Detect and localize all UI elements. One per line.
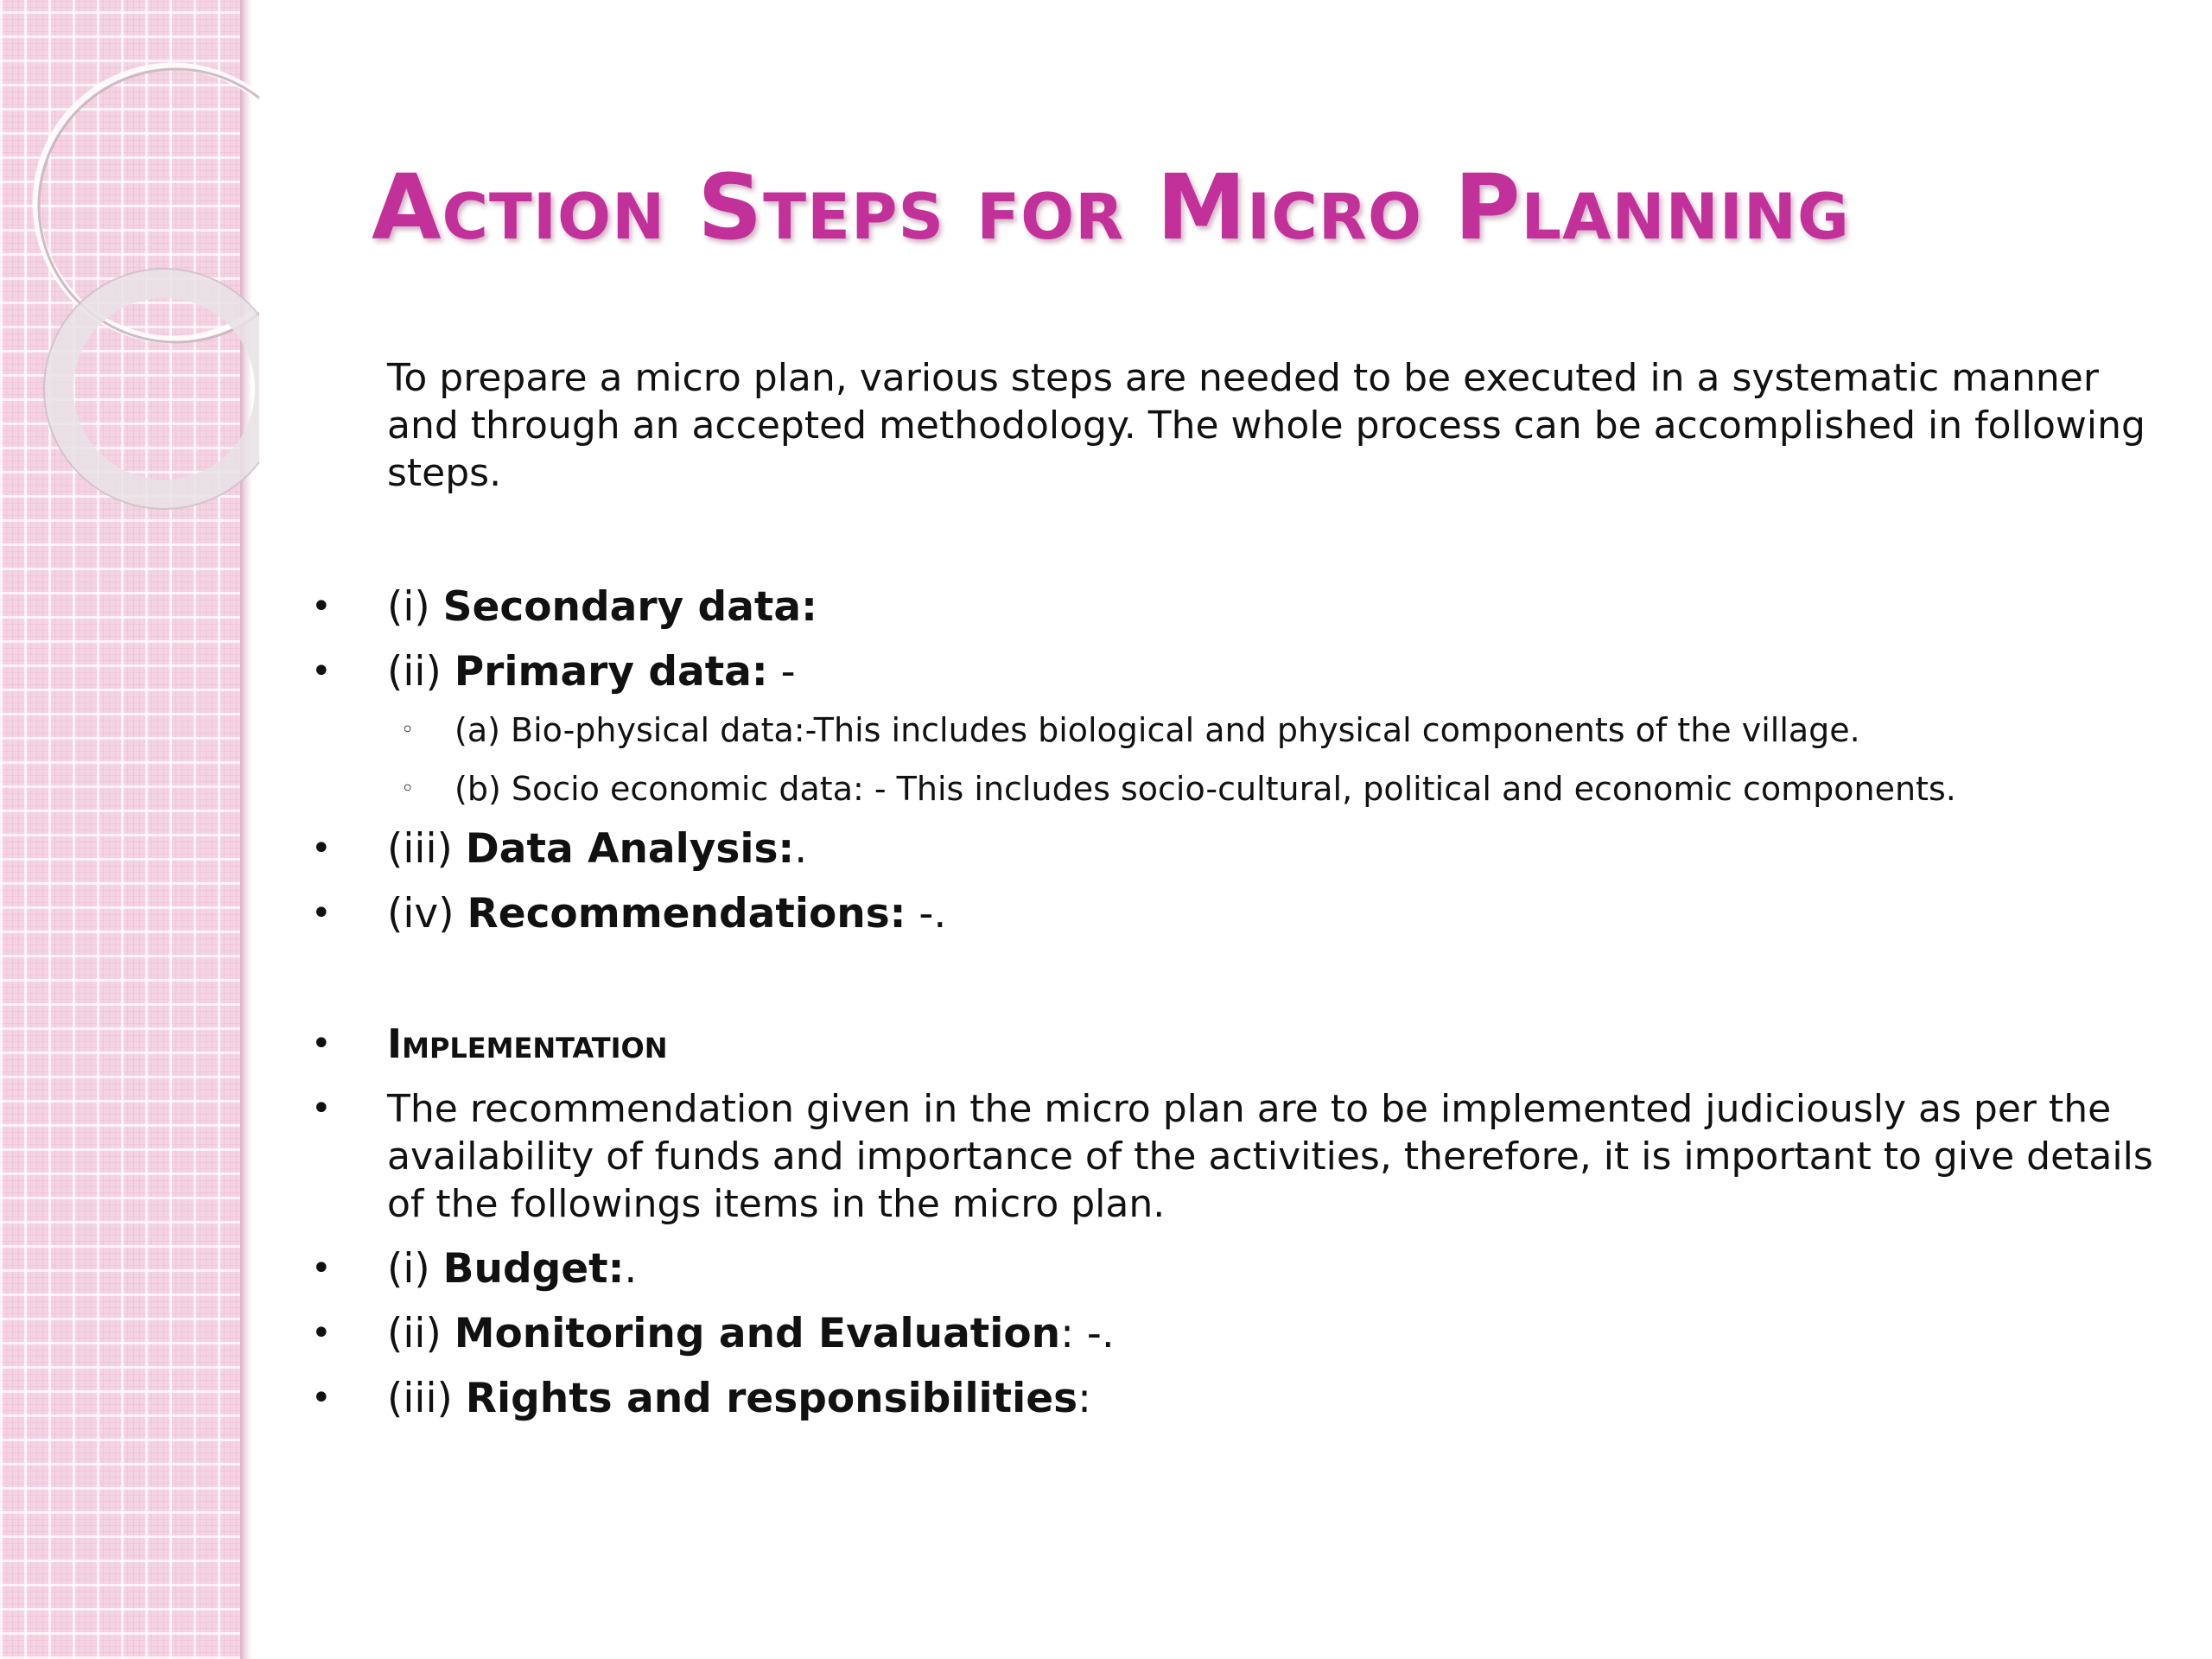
sub-list-item bbox=[311, 768, 2169, 810]
step-label: Secondary data: bbox=[442, 583, 817, 631]
step-prefix: (i) bbox=[387, 1245, 443, 1293]
step-label: Data Analysis: bbox=[465, 825, 795, 873]
step-label: Rights and responsibilities bbox=[465, 1375, 1078, 1422]
step-label: Monitoring and Evaluation bbox=[454, 1310, 1061, 1357]
step-suffix: : -. bbox=[1060, 1310, 1115, 1357]
slide-title: Action Steps for Micro Planning bbox=[372, 155, 1850, 260]
bullet-icon: • bbox=[311, 1378, 332, 1418]
list-item bbox=[311, 648, 2169, 696]
bullet-icon: • bbox=[311, 652, 332, 691]
decorative-rings bbox=[0, 0, 259, 553]
step-prefix: (iii) bbox=[387, 1375, 466, 1422]
sub-list-item bbox=[311, 709, 2169, 751]
bullet-icon: • bbox=[311, 893, 332, 933]
bullet-icon: • bbox=[311, 1313, 332, 1353]
bullet-icon: • bbox=[311, 587, 332, 626]
step-prefix: (ii) bbox=[387, 1310, 454, 1357]
implementation-heading: Implementation bbox=[387, 1020, 668, 1067]
list-item bbox=[311, 1085, 2169, 1228]
step-suffix: . bbox=[794, 825, 808, 873]
list-item bbox=[311, 1020, 2169, 1068]
list-item bbox=[311, 825, 2169, 873]
list-item bbox=[311, 583, 2169, 631]
hollow-bullet-icon: ◦ bbox=[401, 776, 415, 802]
step-label: Recommendations: bbox=[467, 890, 906, 938]
small-ring bbox=[59, 283, 259, 494]
hollow-bullet-icon: ◦ bbox=[401, 717, 415, 743]
list-item bbox=[311, 1375, 2169, 1422]
sub-step-text: (b) Socio economic data: - This includes socio-cultural, political and economic components. bbox=[454, 770, 1956, 808]
step-prefix: (ii) bbox=[387, 648, 454, 696]
bullet-icon: • bbox=[311, 1089, 332, 1128]
bullet-icon: • bbox=[311, 829, 332, 868]
step-prefix: (iv) bbox=[387, 890, 467, 938]
step-prefix: (i) bbox=[387, 583, 443, 631]
bullet-icon: • bbox=[311, 1024, 332, 1064]
steps-list bbox=[311, 583, 2169, 1422]
intro-paragraph: To prepare a micro plan, various steps are needed to be executed in a systematic manner and through an accepted methodology. The whole process can be accomplished in following steps. bbox=[387, 356, 2145, 495]
step-label: Budget: bbox=[442, 1245, 625, 1293]
step-label: Primary data: bbox=[454, 648, 768, 696]
step-suffix: - bbox=[767, 648, 796, 696]
list-item bbox=[311, 890, 2169, 938]
list-item bbox=[311, 1310, 2169, 1357]
sub-step-text: (a) Bio-physical data:-This includes biological and physical components of the village. bbox=[454, 711, 1860, 749]
step-suffix: . bbox=[624, 1245, 638, 1293]
step-suffix: : bbox=[1077, 1375, 1091, 1422]
step-suffix: -. bbox=[906, 890, 947, 938]
implementation-text: The recommendation given in the micro plan are to be implemented judiciously as per the availability of funds and importance of the activities, therefore, it is important to give details of the followings items in the micro plan. bbox=[387, 1087, 2153, 1226]
slide-content bbox=[311, 354, 2169, 1422]
step-prefix: (iii) bbox=[387, 825, 466, 873]
bullet-icon: • bbox=[311, 1249, 332, 1288]
list-item bbox=[311, 1245, 2169, 1293]
